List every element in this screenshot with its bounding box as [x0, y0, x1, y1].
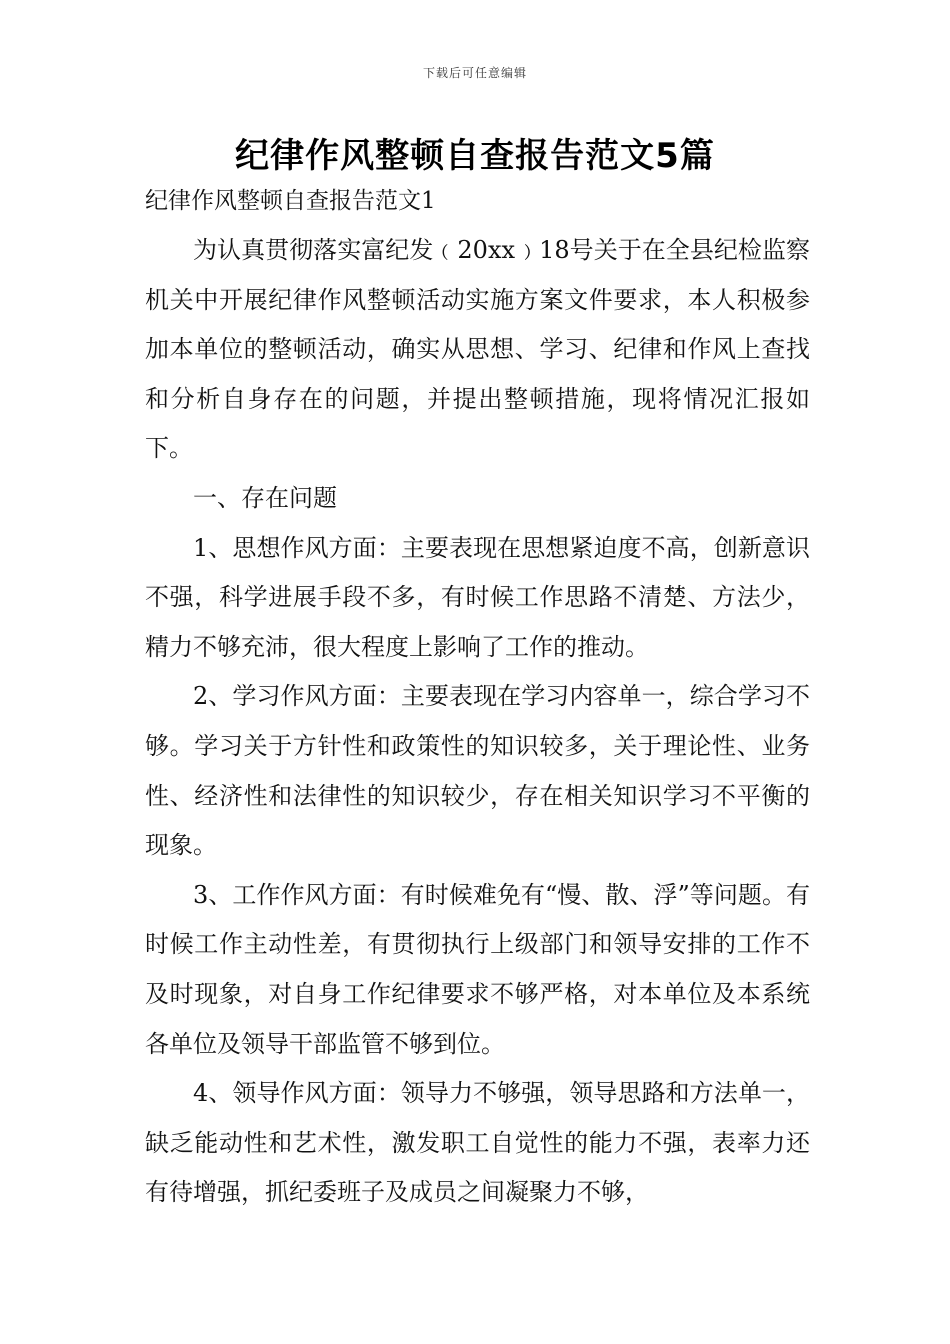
section-heading-problems: 一、存在问题 — [193, 483, 337, 512]
paragraph-thinking-style: 1、思想作风方面：主要表现在思想紧迫度不高，创新意识不强，科学进展手段不多，有时候工作思路不清楚、方法少，精力不够充沛，很大程度上影响了工作的推动。 — [145, 533, 810, 661]
paragraph-leadership-style: 4、领导作风方面：领导力不够强，领导思路和方法单一，缺乏能动性和艺术性，激发职工自觉性的能力不强，表率力还有待增强，抓纪委班子及成员之间凝聚力不够， — [145, 1079, 810, 1207]
document-body — [145, 178, 810, 1218]
section-subtitle: 纪律作风整顿自查报告范文1 — [145, 188, 436, 214]
header-note: 下载后可任意编辑 — [422, 66, 527, 80]
paragraph-intro: 为认真贯彻落实富纪发﹙20xx﹚18号关于在全县纪检监察机关中开展纪律作风整顿活动实施方案文件要求，本人积极参加本单位的整顿活动，确实从思想、学习、纪律和作风上查找和分析自身存在的问题，并提出整顿措施，现将情况汇报如下。 — [145, 236, 810, 463]
document-title: 纪律作风整顿自查报告范文5篇 — [235, 136, 715, 176]
paragraph-study-style: 2、学习作风方面：主要表现在学习内容单一，综合学习不够。学习关于方针性和政策性的知识较多，关于理论性、业务性、经济性和法律性的知识较少，存在相关知识学习不平衡的现象。 — [145, 682, 810, 860]
paragraph-work-style: 3、工作作风方面：有时候难免有“慢、散、浮”等问题。有时候工作主动性差，有贯彻执行上级部门和领导安排的工作不及时现象，对自身工作纪律要求不够严格，对本单位及本系统各单位及领导干部监管不够到位。 — [145, 880, 810, 1058]
